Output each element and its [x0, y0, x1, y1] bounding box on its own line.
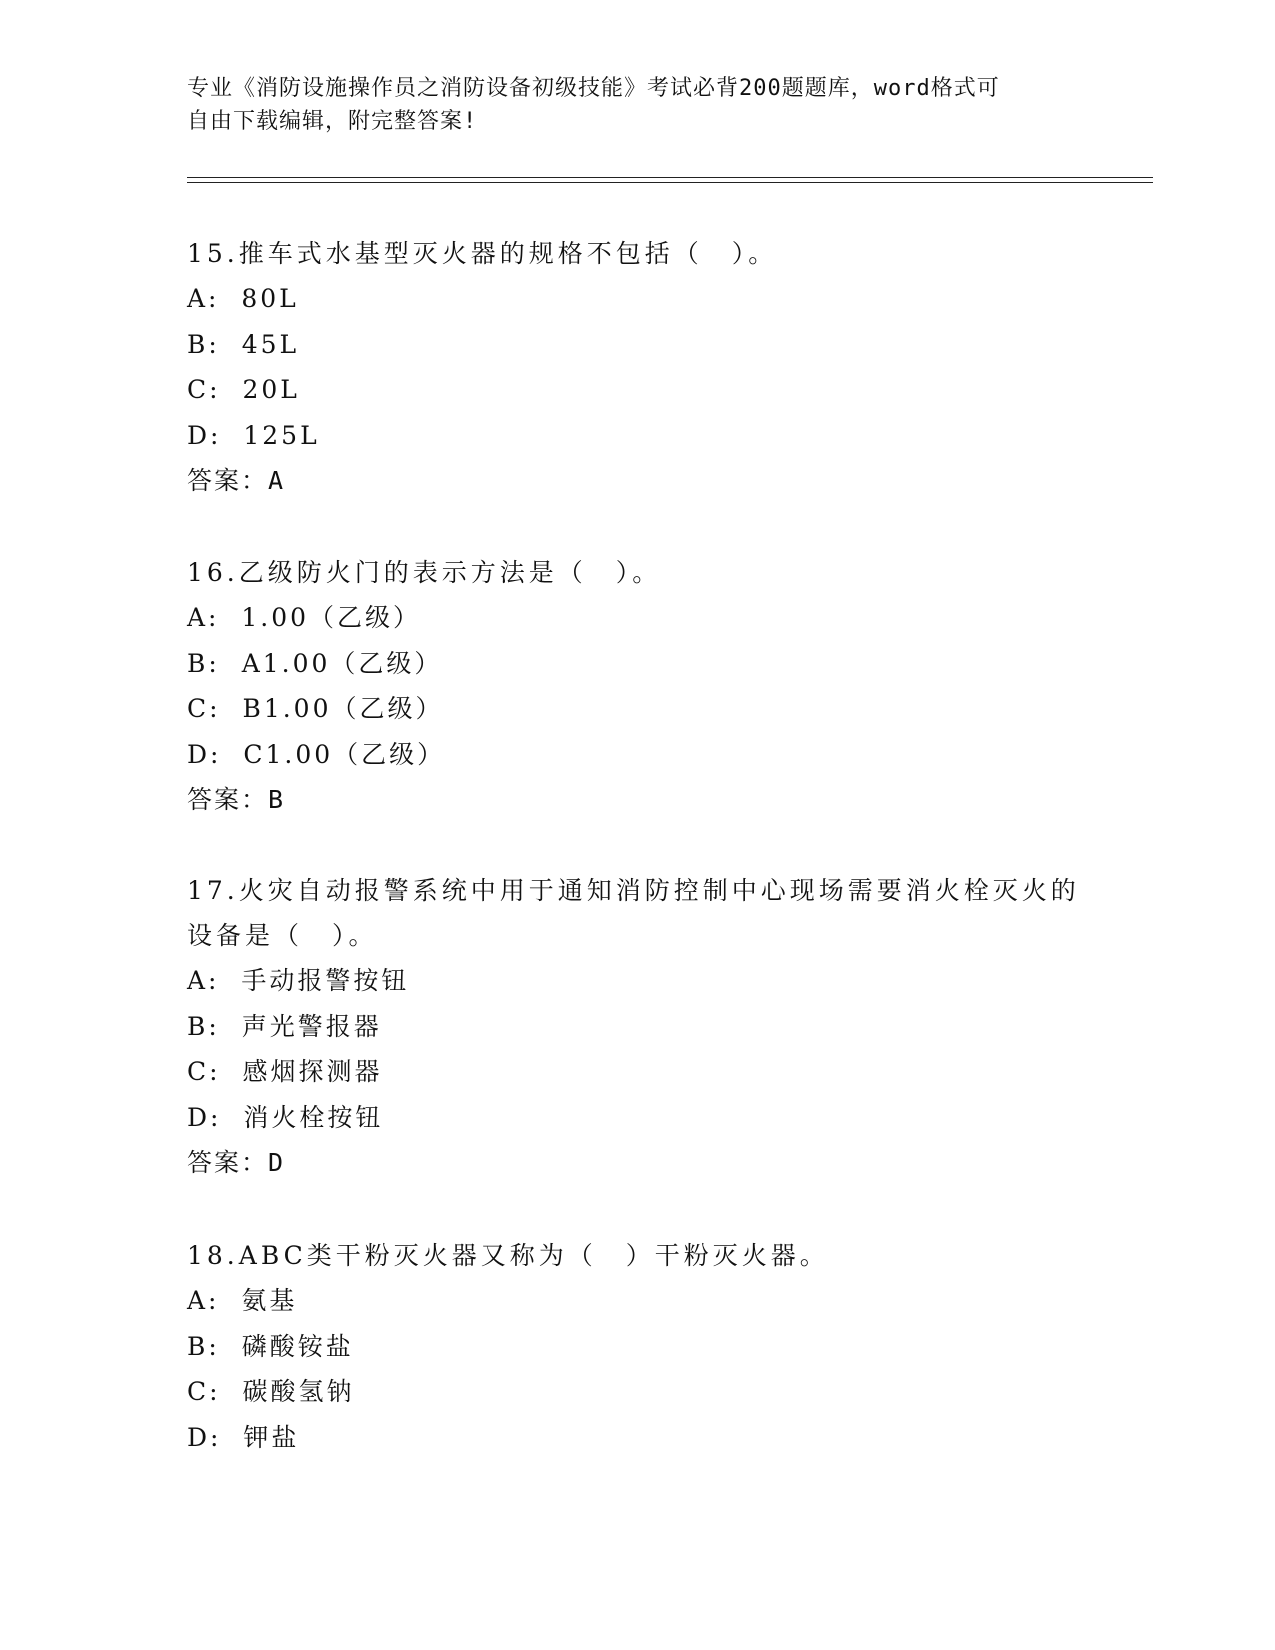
option-c: C: B1.00（乙级）	[187, 694, 444, 723]
option-d: D: 消火栓按钮	[187, 1102, 384, 1132]
option-b: B: A1.00（乙级）	[187, 648, 443, 678]
question-16	[187, 550, 1087, 822]
option-c: C: 感烟探测器	[187, 1057, 383, 1086]
question-stem: 17.火灾自动报警系统中用于通知消防控制中心现场需要消火栓灭火的设备是（ ）。	[187, 876, 1080, 950]
option-b: B: 45L	[187, 329, 300, 359]
document-header	[187, 72, 1087, 138]
option-d: D: 钾盐	[187, 1422, 300, 1452]
option-a: A: 80L	[187, 284, 299, 313]
answer: 答案：B	[187, 785, 286, 814]
question-15	[187, 231, 1087, 503]
option-c: C: 20L	[187, 375, 300, 404]
option-d: D: 125L	[187, 420, 320, 450]
question-stem: 15.推车式水基型灭火器的规格不包括（ ）。	[187, 239, 778, 268]
header-line-1: 专业《消防设施操作员之消防设备初级技能》考试必背200题题库，word格式可	[187, 76, 1000, 101]
option-b: B: 磷酸铵盐	[187, 1331, 354, 1361]
option-c: C: 碳酸氢钠	[187, 1377, 355, 1406]
header-divider-top	[187, 177, 1153, 178]
question-stem: 18.ABC类干粉灭火器又称为（ ）干粉灭火器。	[187, 1241, 829, 1270]
question-18	[187, 1233, 1087, 1460]
answer: 答案：D	[187, 1148, 286, 1177]
question-17	[187, 868, 1087, 1185]
option-a: A: 手动报警按钮	[187, 966, 410, 995]
option-a: A: 1.00（乙级）	[187, 603, 422, 632]
option-d: D: C1.00（乙级）	[187, 739, 446, 769]
header-divider-bottom	[187, 182, 1153, 183]
header-line-2: 自由下载编辑，附完整答案!	[187, 109, 478, 134]
question-stem: 16.乙级防火门的表示方法是（ ）。	[187, 558, 662, 587]
answer: 答案：A	[187, 466, 286, 495]
option-b: B: 声光警报器	[187, 1011, 382, 1041]
option-a: A: 氨基	[187, 1286, 298, 1315]
